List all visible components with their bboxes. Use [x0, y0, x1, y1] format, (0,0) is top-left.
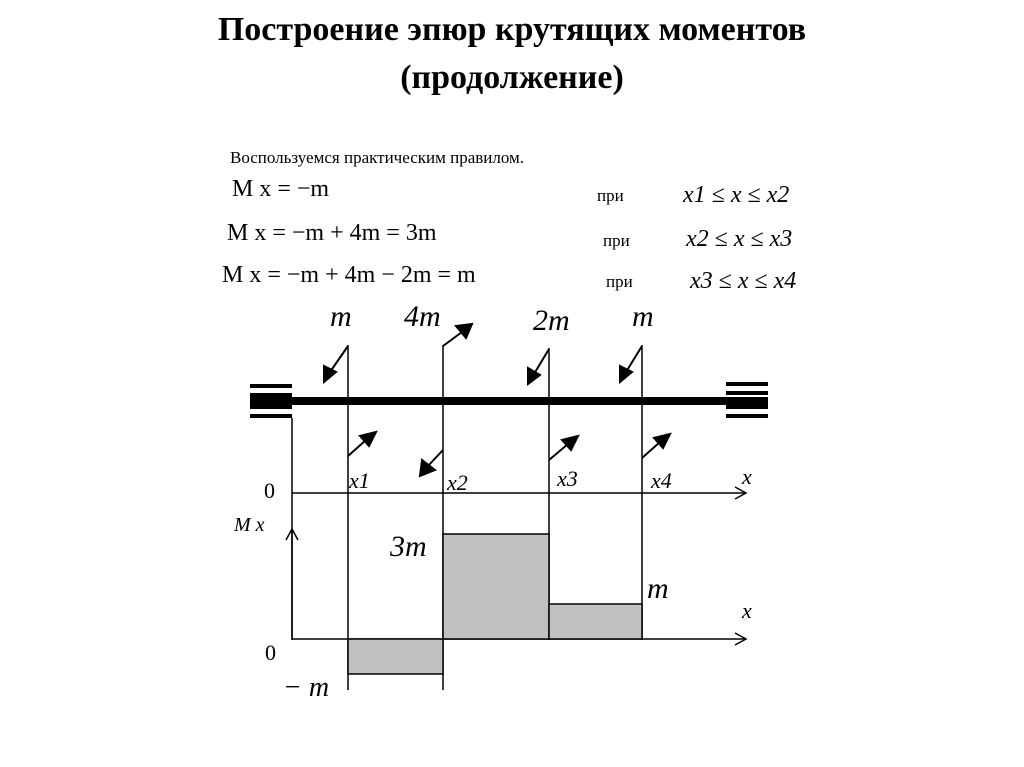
condition-word-2: при — [603, 231, 630, 250]
condition-word-1: при — [597, 186, 624, 205]
point-x3: x3 — [557, 466, 578, 491]
upper-axis — [292, 487, 746, 499]
diagram-x-label: x — [742, 598, 752, 623]
upper-axis-zero: 0 — [264, 478, 275, 503]
arrow-head-1 — [324, 366, 336, 382]
shaft — [250, 397, 768, 405]
moment-bar-1 — [348, 639, 443, 674]
shaft-group — [250, 382, 768, 418]
title-line-1: Построение эпюр крутящих моментов — [217, 11, 807, 48]
arrow-head-3 — [528, 368, 540, 384]
condition-3: x3 ≤ x ≤ x4 — [690, 268, 797, 294]
condition-2: x2 ≤ x ≤ x3 — [686, 226, 793, 252]
condition-1: x1 ≤ x ≤ x2 — [683, 182, 790, 208]
equation-1: M x = −m — [232, 176, 330, 202]
arrow-head-2 — [456, 324, 472, 338]
load-label-3: 2m — [533, 304, 570, 337]
upper-axis-x-label: x — [742, 464, 752, 489]
point-x2: x2 — [447, 470, 468, 495]
title-line-2: (продолжение) — [400, 59, 624, 96]
load-label-2: 4m — [404, 300, 441, 333]
moment-bar-3 — [549, 604, 642, 639]
moment-bar-2 — [443, 534, 549, 639]
diagram-zero: 0 — [265, 640, 276, 665]
intro-text: Воспользуемся практическим правилом. — [230, 148, 525, 167]
segment-label-2: 3m — [390, 530, 427, 563]
arrow-head-4 — [620, 366, 632, 382]
diagram-y-label: M x — [234, 514, 265, 536]
equation-2: M x = −m + 4m = 3m — [227, 220, 437, 246]
load-label-4: m — [632, 300, 654, 333]
moment-bars — [348, 534, 642, 674]
segment-label-3: m — [647, 572, 669, 605]
segment-label-1: − m — [283, 672, 330, 703]
condition-word-3: при — [606, 272, 633, 291]
load-label-1: m — [330, 300, 352, 333]
point-x1: x1 — [349, 468, 370, 493]
point-x4: x4 — [651, 468, 672, 493]
equation-3: M x = −m + 4m − 2m = m — [222, 262, 476, 288]
arrow-head-2b — [420, 460, 435, 476]
